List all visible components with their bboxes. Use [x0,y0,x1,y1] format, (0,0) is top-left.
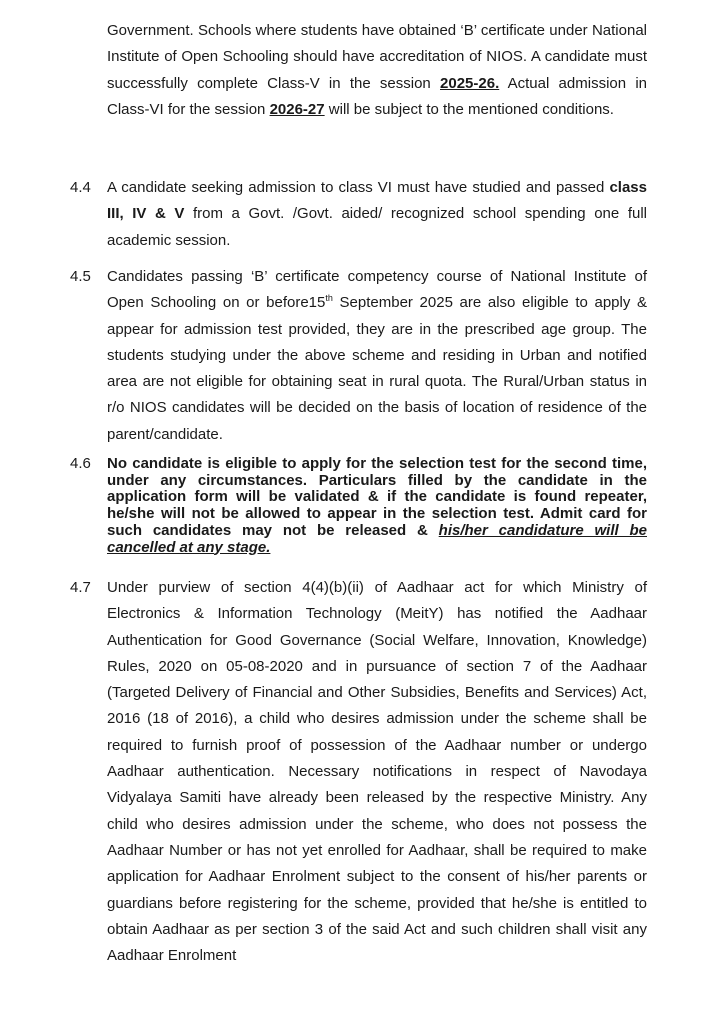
candidature-cancelled-emphasis: his/her candidature will be cancelled at any stage. [107,521,647,556]
ordinal-superscript: th [325,293,333,304]
session-year-next: 2026-27 [269,100,325,118]
session-year-current: 2025-26. [440,74,500,92]
clause-text: Candidates passing ‘B’ certificate competency course of National Institute of Open Schooling on or before15 [107,268,647,312]
intro-text-1: Government. Schools where students have obtained ‘B’ certificate under National Institute of Open Schooling should have accreditation of NIOS. A candidate must successfully complete Class-V in the session [107,22,647,92]
clause-body [107,264,647,448]
classes-bold: class III, IV & V [107,179,647,223]
clause-number: 4.4 [70,179,91,196]
clause-number: 4.7 [70,579,91,596]
clause-text: No candidate is eligible to apply for the selection test for the second time, under any circumstances. Particulars filled by the candidate in the application form will be validated & if the candidate is found repeater, he/she will not be allowed to appear in the selection test. Admit card for such candidates may not be released & [107,455,647,539]
clause-4-4 [70,175,647,254]
continued-paragraph [107,18,647,123]
clause-text: A candidate seeking admission to class VI must have studied and passed [107,179,610,196]
clause-body [107,175,647,254]
clause-body: Under purview of section 4(4)(b)(ii) of Aadhaar act for which Ministry of Electronics & Information Technology (MeitY) has notified the Aadhaar Authentication for Good Governance (Social Welfare, Innovation, Knowledge) Rules, 2020 on 05-08-2020 and in pursuance of section 7 of the Aadhaar (Targeted Delivery of Financial and Other Subsidies, Benefits and Services) Act, 2016 (18 of 2016), a child who desires admission under the scheme shall be required to furnish proof of possession of the Aadhaar number or undergo Aadhaar authentication. Necessary notifications in respect of Navodaya Vidyalaya Samiti have already been released by the respective Ministry. Any child who desires admission under the scheme, who does not possess the Aadhaar Number or has not yet enrolled for Aadhaar, shall be required to make application for Aadhaar Enrolment subject to the consent of his/her parents or guardians before registering for the scheme, provided that he/she is entitled to obtain Aadhaar as per section 3 of the said Act and such children shall visit any Aadhaar Enrolment [107,579,647,965]
clause-4-7 [70,575,647,969]
clause-4-5 [70,264,647,448]
clause-4-6 [70,456,647,556]
clause-body [107,456,647,556]
intro-text-3: will be subject to the mentioned conditions. [324,100,614,118]
intro-text-2: Actual admission in Class-VI for the session [107,74,647,118]
clause-text: September 2025 are also eligible to apply & appear for admission test provided, they are in the prescribed age group. The students studying under the above scheme and residing in Urban and notified area are not eligible for obtaining seat in rural quota. The Rural/Urban status in r/o NIOS candidates will be decided on the basis of location of residence of the parent/candidate. [107,294,648,443]
clause-number: 4.6 [70,455,91,472]
clause-text: from a Govt. /Govt. aided/ recognized school spending one full academic session. [107,205,647,249]
clause-number: 4.5 [70,268,91,285]
